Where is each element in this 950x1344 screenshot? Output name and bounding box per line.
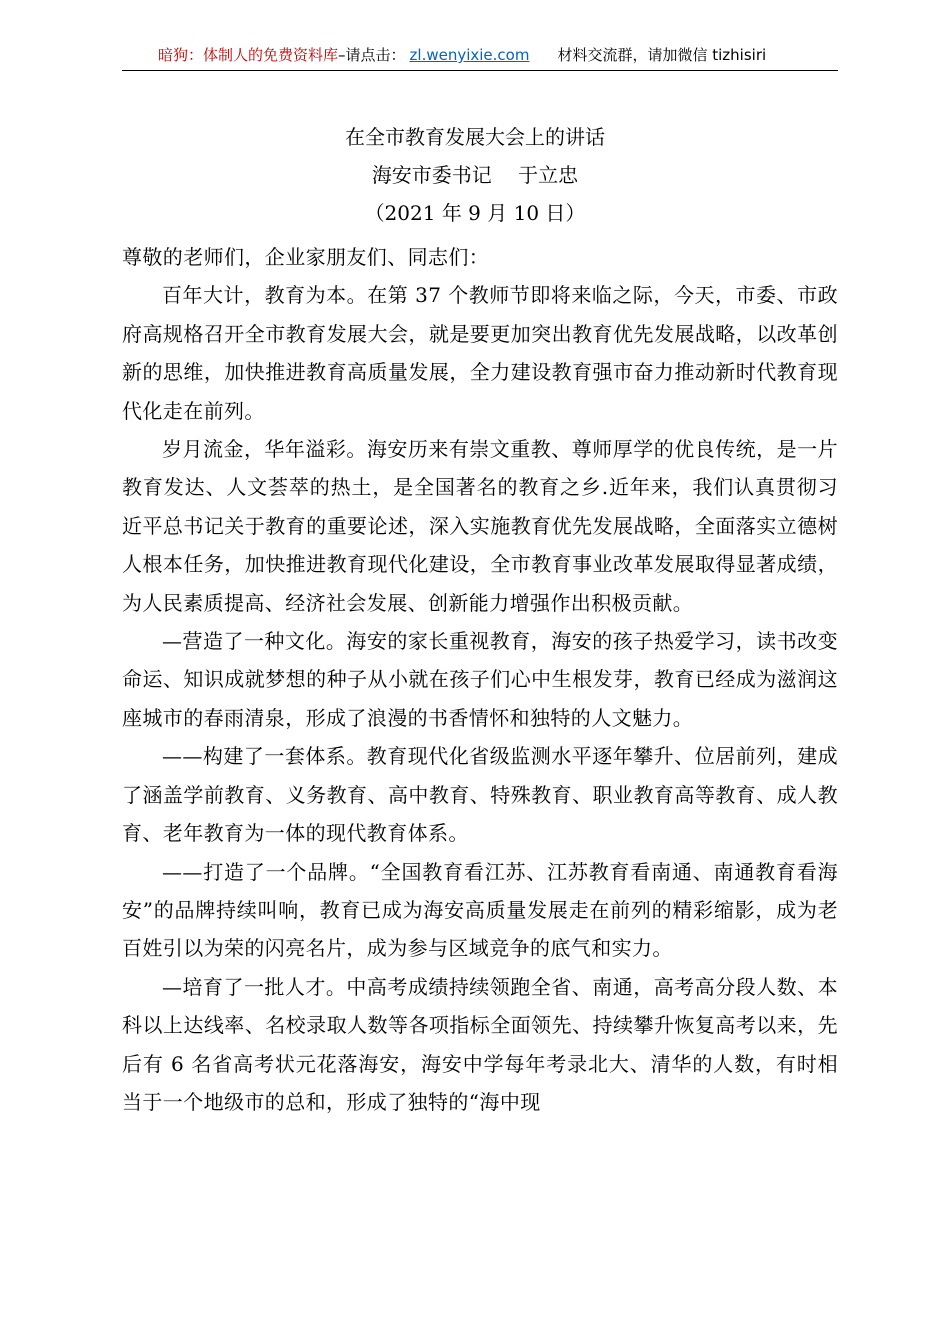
speaker-line: 海安市委书记 于立忠 — [371, 163, 579, 187]
speech-date: （2021 年 9 月 10 日） — [364, 201, 586, 225]
speech-body — [122, 238, 838, 1121]
contact-text: 材料交流群，请加微信 tizhisiri — [557, 46, 767, 64]
paragraph: ——构建了一套体系。教育现代化省级监测水平逐年攀升、位居前列，建成了涵盖学前教育、义务教育、高中教育、特殊教育、职业教育高等教育、成人教育、老年教育为一体的现代教育体系。 — [122, 744, 838, 846]
page-header — [122, 44, 838, 71]
paragraph: ——打造了一个品牌。“全国教育看江苏、江苏教育看南通、南通教育看海安”的品牌持续叫响，教育已成为海安高质量发展走在前列的精彩缩影，成为老百姓引以为荣的闪亮名片，成为参与区域竞争的底气和实力。 — [122, 859, 838, 961]
brand-text: 暗狗：体制人的免费资料库 — [158, 46, 339, 64]
paragraph: 岁月流金，华年溢彩。海安历来有崇文重教、尊师厚学的优良传统，是一片教育发达、人文荟萃的热土，是全国著名的教育之乡.近年来，我们认真贯彻习近平总书记关于教育的重要论述，深入实施教育优先发展战略，全面落实立德树人根本任务，加快推进教育现代化建设，全市教育事业改革发展取得显著成绩，为人民素质提高、经济社会发展、创新能力增强作出积极贡献。 — [122, 437, 838, 615]
speech-title: 在全市教育发展大会上的讲话 — [345, 125, 605, 149]
salutation: 尊敬的老师们，企业家朋友们、同志们： — [122, 245, 490, 269]
paragraph: 百年大计，教育为本。在第 37 个教师节即将来临之际，今天，市委、市政府高规格召开全市教育发展大会，就是要更加突出教育优先发展战略，以改革创新的思维，加快推进教育高质量发展，全力建设教育强市奋力推动新时代教育现代化走在前列。 — [122, 283, 838, 423]
paragraph: —营造了一种文化。海安的家长重视教育，海安的孩子热爱学习，读书改变命运、知识成就梦想的种子从小就在孩子们心中生根发芽，教育已经成为滋润这座城市的春雨清泉，形成了浪漫的书香情怀和独特的人文魅力。 — [122, 629, 838, 730]
paragraph: —培育了一批人才。中高考成绩持续领跑全省、南通，高考高分段人数、本科以上达线率、名校录取人数等各项指标全面领先、持续攀升恢复高考以来，先后有 6 名省高考状元花落海安，海安中学每年考录北大、清华的人数，有时相当于一个地级市的总和，形成了独特的“海中现 — [122, 974, 838, 1114]
website-link[interactable]: zl.wenyixie.com — [409, 46, 530, 64]
title-block — [0, 118, 950, 232]
prompt-text: –请点击： — [338, 46, 406, 64]
